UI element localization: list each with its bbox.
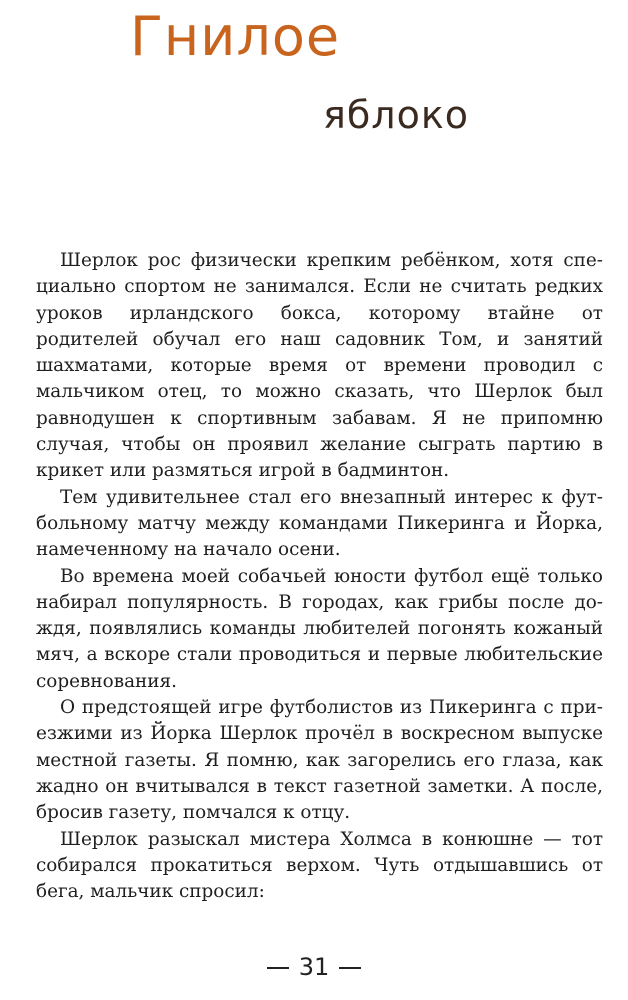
chapter-body <box>36 248 603 905</box>
page-footer <box>0 953 628 981</box>
paragraph: Шерлок разыскал мистера Холмса в конюшне — тот собирался прокатиться верхом. Чуть отдышавшись от бега, мальчик спросил: <box>36 828 603 903</box>
right-dash <box>339 967 361 969</box>
paragraph: Шерлок рос физически крепким ребёнком, хотя специально спортом не занимался. Если не считать редких уроков ирландского бокса, которому втайне от родителей обучал его наш садовник Том, и занятий шахматами, которые время от времени проводил с мальчиком отец, то можно сказать, что Шерлок был равнодушен к спортивным забавам. Я не припомню случая, чтобы он проявил желание сыграть партию в крикет или размяться игрой в бадминтон. <box>36 250 603 482</box>
left-dash <box>267 967 289 969</box>
paragraph: Во времена моей собачьей юности футбол ещё только набирал популярность. В городах, как грибы после дождя, появлялись команды любителей погонять кожаный мяч, а вскоре стали проводиться и первые любительские соревнования. <box>36 565 603 692</box>
chapter-title: Гнилое <box>130 5 341 68</box>
page-number: 31 <box>298 953 330 981</box>
paragraph: О предстоящей игре футболистов из Пикеринга с приезжими из Йорка Шерлок прочёл в воскресном выпуске местной газеты. Я помню, как загорелись его глаза, как жадно он вчитывался в текст газетной заметки. А после, бросив газету, помчался к отцу. <box>36 697 603 824</box>
paragraph: Тем удивительнее стал его внезапный интерес к футбольному матчу между командами Пикеринга и Йорка, намеченному на начало осени. <box>36 486 603 561</box>
chapter-subtitle: яблоко <box>323 93 470 137</box>
